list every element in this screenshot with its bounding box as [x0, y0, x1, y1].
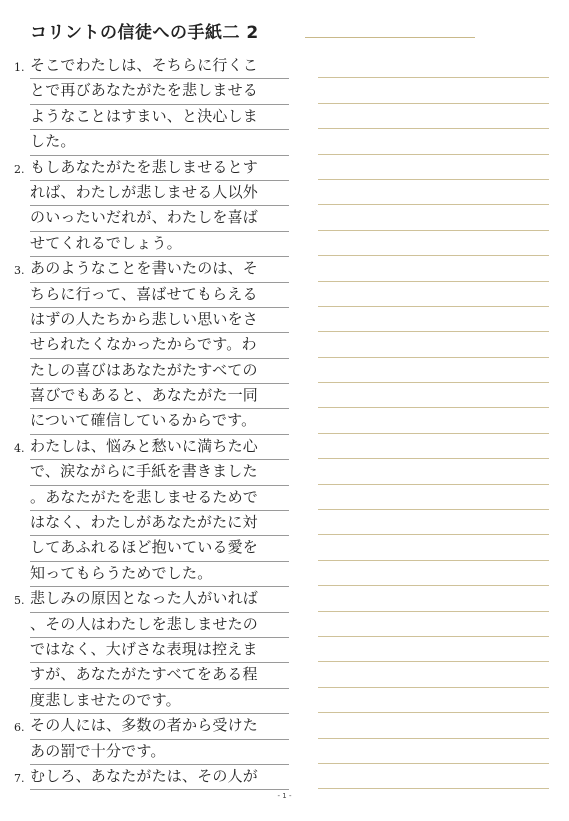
- text-line: [14, 332, 289, 357]
- text-line: [14, 205, 289, 230]
- text-line: [14, 535, 289, 560]
- text-line: [14, 612, 289, 637]
- verse-text: むしろ、あなたがたは、その人が: [30, 766, 259, 785]
- text-line: [14, 129, 289, 154]
- practice-writing-line: [318, 53, 549, 78]
- text-line: [14, 459, 289, 484]
- practice-writing-line: [318, 561, 549, 586]
- text-line: [14, 307, 289, 332]
- verse-text: とで再びあなたがたを悲しませる: [30, 81, 259, 100]
- practice-writing-line: [318, 256, 549, 281]
- verse-text: 喜びでもあると、あなたがた一同: [30, 386, 259, 405]
- verse-text: はずの人たちから悲しい思いをさ: [30, 309, 259, 328]
- verse-text: で、涙ながらに手紙を書きました: [30, 462, 258, 481]
- text-line: [14, 485, 289, 510]
- practice-writing-line: [318, 612, 549, 637]
- practice-writing-line: [318, 104, 549, 129]
- text-line: [14, 586, 289, 611]
- practice-writing-line: [318, 713, 549, 738]
- verse-number: 7.: [14, 771, 25, 785]
- practice-writing-line: [318, 535, 549, 560]
- practice-writing-line: [318, 231, 549, 256]
- verse-text: ちらに行って、喜ばせてもらえる: [30, 284, 258, 303]
- practice-writing-line: [318, 586, 549, 611]
- verse-text: 、その人はわたしを悲しませたの: [30, 614, 259, 633]
- title-writing-line: [305, 37, 475, 38]
- text-line: [14, 764, 289, 789]
- text-line: [14, 561, 289, 586]
- verse-number: 5.: [14, 594, 25, 608]
- verse-text: について確信しているからです。: [30, 411, 257, 430]
- text-line: [14, 637, 289, 662]
- practice-writing-line: [318, 332, 549, 357]
- verse-number: 6.: [14, 721, 25, 735]
- copy-practice-column: [318, 53, 549, 789]
- scripture-text-column: [14, 53, 289, 789]
- verse-text: はなく、わたしがあなたがたに対: [30, 513, 258, 532]
- verse-text: した。: [30, 132, 76, 151]
- text-line: [14, 408, 289, 433]
- practice-writing-line: [318, 383, 549, 408]
- text-line: [14, 688, 289, 713]
- text-line: [14, 713, 289, 738]
- text-line: [14, 510, 289, 535]
- verse-text: わたしは、悩みと愁いに満ちた心: [30, 436, 259, 455]
- verse-number: 1.: [14, 61, 25, 74]
- text-line: [14, 104, 289, 129]
- verse-text: 知ってもらうためでした。: [30, 563, 213, 582]
- verse-text: してあふれるほど抱いている愛を: [30, 538, 259, 557]
- verse-text: そこでわたしは、そちらに行くこ: [30, 56, 259, 74]
- text-line: [14, 256, 289, 281]
- practice-writing-line: [318, 180, 549, 205]
- text-line: [14, 180, 289, 205]
- text-line: [14, 53, 289, 78]
- practice-writing-line: [318, 78, 549, 103]
- practice-writing-line: [318, 637, 549, 662]
- practice-writing-line: [318, 510, 549, 535]
- verse-number: 2.: [14, 162, 25, 176]
- verse-number: 4.: [14, 441, 25, 455]
- practice-writing-line: [318, 662, 549, 687]
- practice-writing-line: [318, 434, 549, 459]
- verse-text: せてくれるでしょう。: [30, 233, 182, 252]
- text-line: [14, 434, 289, 459]
- verse-text: もしあなたがたを悲しませるとす: [30, 157, 259, 176]
- practice-writing-line: [318, 739, 549, 764]
- verse-text: すが、あなたがたすべてをある程: [30, 665, 258, 684]
- practice-writing-line: [318, 485, 549, 510]
- text-line: [14, 155, 289, 180]
- text-line: [14, 358, 289, 383]
- practice-writing-line: [318, 688, 549, 713]
- verse-text: 悲しみの原因となった人がいれば: [30, 589, 259, 608]
- practice-writing-line: [318, 129, 549, 154]
- verse-text: 。あなたがたを悲しませるためで: [30, 487, 259, 506]
- verse-text: せられたくなかったからです。わ: [30, 335, 257, 354]
- verse-text: たしの喜びはあなたがたすべての: [30, 360, 258, 379]
- text-line: [14, 383, 289, 408]
- verse-text: ようなことはすまい、と決心しま: [30, 106, 259, 125]
- practice-writing-line: [318, 358, 549, 383]
- text-line: [14, 282, 289, 307]
- practice-writing-line: [318, 155, 549, 180]
- practice-writing-line: [318, 408, 549, 433]
- text-underline: [30, 789, 289, 790]
- page-title: コリントの信徒への手紙二 2: [30, 23, 259, 43]
- verse-text: れば、わたしが悲しませる人以外: [30, 182, 259, 201]
- verse-text: ではなく、大げさな表現は控えま: [30, 639, 258, 658]
- verse-text: その人には、多数の者から受けた: [30, 716, 259, 735]
- text-line: [14, 231, 289, 256]
- practice-writing-line: [318, 459, 549, 484]
- verse-text: 度悲しませたのです。: [30, 690, 181, 709]
- text-line: [14, 739, 289, 764]
- practice-writing-line: [318, 205, 549, 230]
- text-line: [14, 662, 289, 687]
- verse-text: あの罰で十分です。: [30, 741, 166, 760]
- practice-writing-line: [318, 764, 549, 789]
- verse-text: あのようなことを書いたのは、そ: [30, 259, 259, 278]
- practice-writing-line: [318, 307, 549, 332]
- text-line: [14, 78, 289, 103]
- practice-writing-line: [318, 282, 549, 307]
- verse-number: 3.: [14, 264, 25, 278]
- verse-text: のいったいだれが、わたしを喜ば: [30, 208, 259, 227]
- page-number: - 1 -: [277, 792, 292, 800]
